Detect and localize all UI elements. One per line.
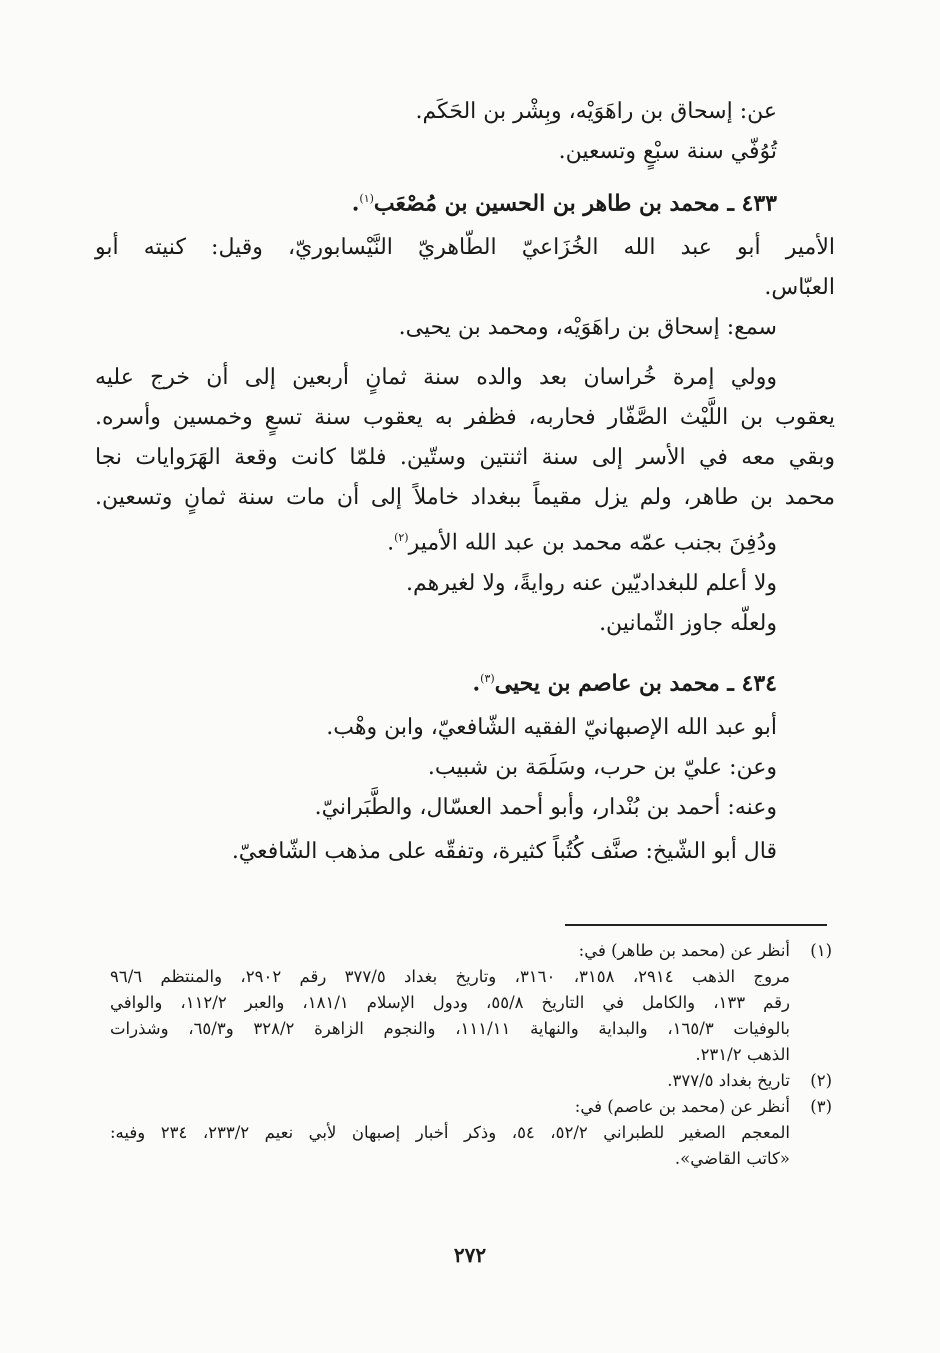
footnote-line: مروج الذهب ٢٩١٤، ٣١٥٨، ٣١٦٠، وتاريخ بغداد ٣٧٧/٥ رقم ٢٩٠٢، والمنتظم ٩٦/٦ [110,967,790,986]
footnote-line: المعجم الصغير للطبراني ٥٢/٢، ٥٤، وذكر أخبار إصبهان لأبي نعيم ٢٣٣/٢، ٢٣٤ وفيه: [110,1123,790,1142]
text-line: سمع: إسحاق بن راهَوَيْه، ومحمد بن يحيى. [398,315,777,341]
entry-title: ٤٣٤ ـ محمد بن عاصم بن يحيى [494,669,777,696]
footnote-line: بالوفيات ١٦٥/٣، والبداية والنهاية ١١١/١١، والنجوم الزاهرة ٣٢٨/٢ و٦٥/٣، وشذرات [110,1019,790,1038]
text-line: وعن: عليّ بن حرب، وسَلَمَة بن شبيب. [427,754,777,780]
footnote-3 [110,1094,832,1172]
footnote-number: (١) [810,941,832,960]
text-line: ولا أعلم للبغداديّين عنه روايةً، ولا لغيرهم. [406,570,777,596]
footnote-line: «كاتب القاضي». [674,1149,790,1168]
footnote-line: أنظر عن (محمد بن طاهر) في: [578,941,790,960]
text-line: يعقوب بن اللَّيْث الصَّفّار فحاربه، فظفر به يعقوب سنة تسعٍ وخمسين وأسره. [95,405,835,431]
text-line: وولي إمرة خُراسان بعد والده سنة ثمانٍ أربعين إلى أن خرج عليه [95,365,777,391]
text-line: قال أبو الشّيخ: صنَّف كُتُباً كثيرة، وتفقّه على مذهب الشّافعيّ. [231,838,777,864]
text-line: عن: إسحاق بن راهَوَيْه، وبِشْر بن الحَكَم. [415,99,777,124]
footnote-ref: (٣) [480,671,495,685]
text-line: أبو عبد الله الإصبهانيّ الفقيه الشّافعيّ، وابن وهْب. [326,714,777,740]
footnote-ref: (١) [359,192,374,205]
footnote-2 [110,1068,832,1094]
text-line: العبّاس. [764,275,835,301]
footnote-divider [565,924,827,926]
footnote-1 [110,938,832,1068]
text-line: وبقي معه في الأسر إلى سنة اثنتين وستّين. فلمّا كانت وقعة الهَرَوايات نجا [95,445,835,471]
text-line: تُوُفّي سنة سبْعٍ وتسعين. [558,139,777,164]
entry-title: ٤٣٣ ـ محمد بن طاهر بن الحسين بن مُصْعَب [373,190,777,217]
footnote-line: تاريخ بغداد ٣٧٧/٥. [667,1071,790,1090]
text-line: ولعلّه جاوز الثّمانين. [599,610,777,636]
footnote-number: (٣) [810,1097,832,1116]
entry-heading-434: ٤٣٤ ـ محمد بن عاصم بن يحيى$^{(٣)}$. [472,669,777,696]
footnote-number: (٢) [810,1071,832,1090]
main-text [95,92,835,872]
text-line: وعنه: أحمد بن بُنْدار، وأبو أحمد العسّال، والطَّبَرانيّ. [314,794,777,820]
footnote-line: رقم ١٣٣، والكامل في التاريخ ٥٥/٨، ودول الإسلام ١٨١/١، والعبر ١١٢/٢، والوافي [110,993,790,1012]
page-number: ٢٧٢ [453,1243,487,1267]
footnote-ref: (٢) [394,531,409,545]
text-line: ودُفِنَ بجنب عمّه محمد بن عبد الله الأمير$^{(٢)}$. [387,530,777,556]
footnote-line: الذهب ٢٣١/٢. [695,1045,790,1064]
footnote-line: أنظر عن (محمد بن عاصم) في: [574,1097,790,1116]
entry-heading-433: ٤٣٣ ـ محمد بن طاهر بن الحسين بن مُصْعَب$^{(١)}$. [351,190,777,217]
text-line: الأمير أبو عبد الله الخُزَاعيّ الطّاهريّ النَّيْسابوريّ، وقيل: كنيته أبو [95,235,835,261]
text-line: محمد بن طاهر، ولم يزل مقيماً ببغداد خاملاً إلى أن مات سنة ثمانٍ وتسعين. [95,485,835,511]
footnotes [110,938,832,1172]
